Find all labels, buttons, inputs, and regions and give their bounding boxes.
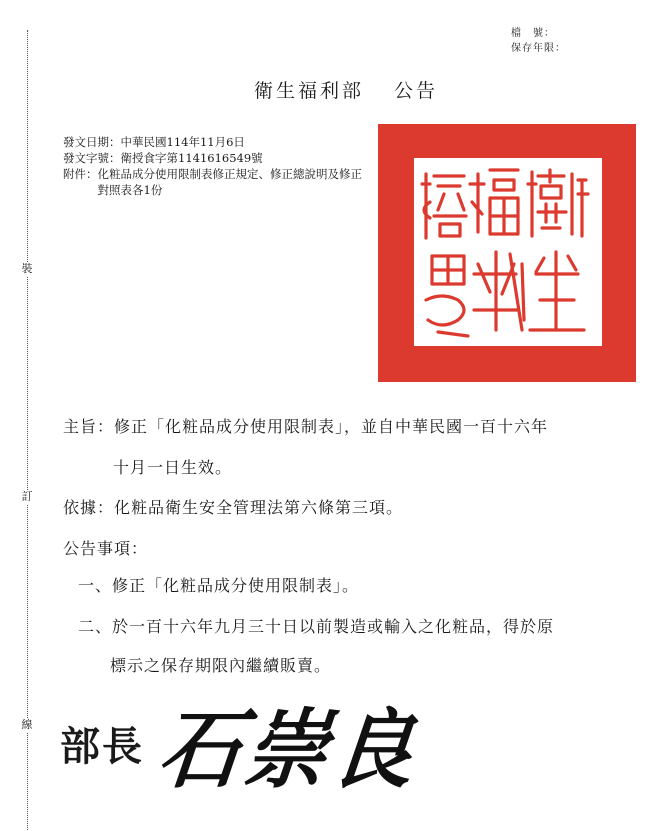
item-2-line-1: 二、於一百十六年九月三十日以前製造或輸入之化粧品，得於原 bbox=[78, 617, 555, 636]
document-meta bbox=[63, 134, 363, 198]
minister-signature: 石崇良 bbox=[153, 699, 423, 801]
document-type: 公告 bbox=[394, 80, 439, 102]
document-title bbox=[0, 76, 662, 103]
signature-block bbox=[60, 688, 423, 801]
issue-date-row bbox=[63, 134, 363, 150]
binding-mark-top: 裝 bbox=[17, 262, 37, 276]
attachment-value: 化粧品成分使用限制表修正規定、修正總說明及修正對照表各1份 bbox=[97, 167, 362, 197]
attachment-label: 附件： bbox=[63, 167, 98, 181]
item-1: 一、修正「化粧品成分使用限制表」。 bbox=[78, 576, 360, 595]
items-heading: 公告事項： bbox=[63, 539, 149, 558]
basis-line: 依據：化粧品衛生安全管理法第六條第三項。 bbox=[63, 498, 404, 517]
reference-label: 發文字號： bbox=[63, 151, 121, 165]
attachment-row bbox=[63, 166, 363, 198]
binding-mark-bottom: 線 bbox=[17, 718, 37, 732]
reference-value: 衛授食字第1141616549號 bbox=[120, 151, 263, 165]
subject-line-1: 主旨：修正「化粧品成分使用限制表」，並自中華民國一百十六年 bbox=[63, 417, 549, 436]
minister-title: 部長 bbox=[60, 722, 144, 770]
item-2-line-2: 標示之保存期限內繼續販賣。 bbox=[110, 656, 332, 675]
issue-date-label: 發文日期： bbox=[63, 135, 121, 149]
agency-name: 衛生福利部 bbox=[253, 80, 364, 102]
retention-label: 保存年限： bbox=[511, 43, 566, 54]
binding-line bbox=[27, 30, 28, 830]
file-number-label: 檔 號： bbox=[511, 28, 555, 39]
official-seal bbox=[378, 124, 636, 382]
binding-mark-middle: 訂 bbox=[17, 490, 37, 504]
subject-line-2: 十月一日生效。 bbox=[113, 458, 233, 477]
file-info bbox=[511, 26, 566, 56]
reference-row bbox=[63, 150, 363, 166]
issue-date-value: 中華民國114年11月6日 bbox=[120, 135, 245, 149]
seal-graphic bbox=[378, 124, 636, 382]
